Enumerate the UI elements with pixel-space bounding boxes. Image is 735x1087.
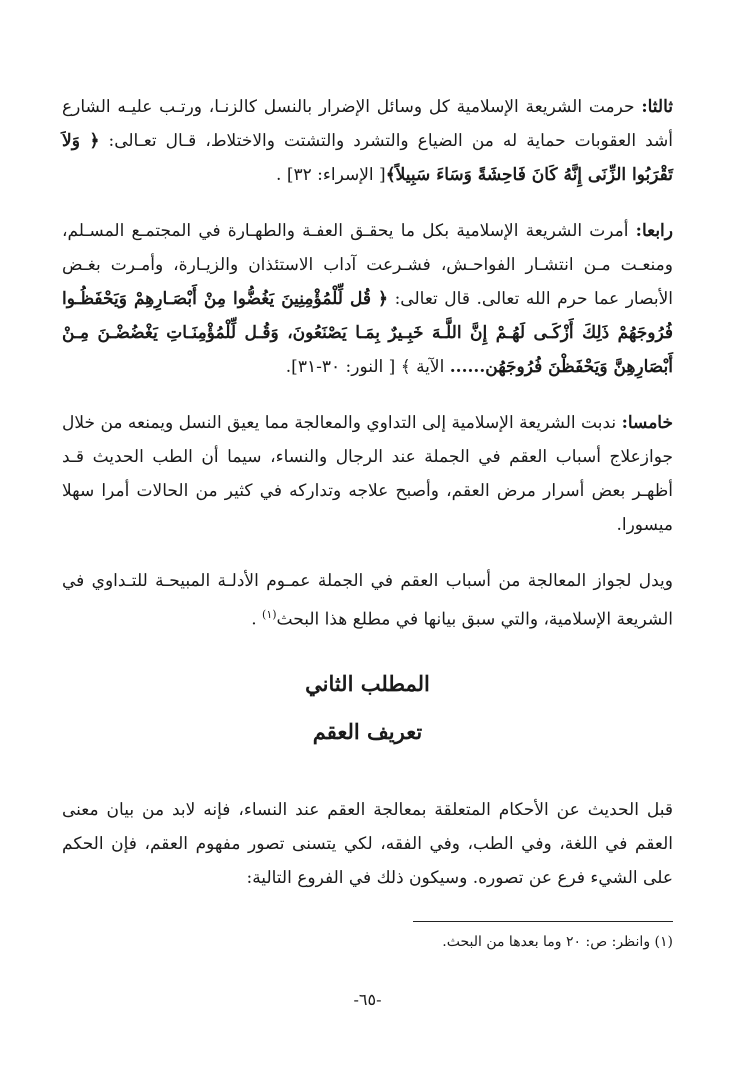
section-title: المطلب الثاني [305,670,430,696]
paragraph-intro: قبل الحديث عن الأحكام المتعلقة بمعالجة العقم عند النساء، فإنه لابد من بيان معنى العقم في اللغة، وفي الطب، وفي الفقه، لكي يتسنى تصور مفهوم العقم، فإن الحكم على الشيء فرع عن تصوره. وسيكون ذلك في الفروع التالية: [62,799,673,888]
paragraph-fourth [62,214,673,384]
paragraph-text: ندبت الشريعة الإسلامية إلى التداوي والمعالجة مما يعيق النسل ويمنعه من خلال جوازعلاج أسباب العقم في الجملة عند الرجال والنساء، سيما أن الطب الحديث قـد أظهـر بعض أسرار مرض العقم، وأصبح علاجه وتداركه في كثير من الحالات أمرا سهلا ميسورا. [62,413,673,535]
footnote-divider [413,921,673,922]
verse-reference: [ الإسراء: ٣٢] . [276,165,386,185]
paragraph-lead: رابعا: [635,221,673,241]
paragraph-lead: ثالثا: [641,97,673,117]
paragraph-text: حرمت الشريعة الإسلامية كل وسائل الإضرار بالنسل كالزنـا، ورتـب عليـه الشارع أشد العقوبات حماية له من الضياع والتشرد والتشتت والاختلاط، قـال تعـالى: [62,97,673,151]
paragraph-evidence [62,564,673,637]
section-subtitle: تعريف العقم [312,718,423,744]
paragraph-text: ويدل لجواز المعالجة من أسباب العقم في الجملة عمـوم الأدلـة المبيحـة للتـداوي في الشريعة الإسلامية، والتي سبق بيانها في مطلع هذا البحث [62,571,673,630]
verse-reference: الآية ﴾ [ النور: ٣٠-٣١]. [285,357,450,377]
paragraph-text: أمرت الشريعة الإسلامية بكل ما يحقـق العفـة والطهـارة في المجتمـع المسـلم، ومنعـت مـن انتشـار الفواحـش، فشـرعت آداب الاستئذان والزيـارة، وأمـرت بغـض الأبصار عما حرم الله تعالى. قال تعالى: [62,221,674,309]
quran-verse: ﴿ قُل لِّلْمُؤْمِنِينَ يَغُضُّوا مِنْ أَبْصَـارِهِمْ وَيَحْفَظُـوا فُرُوجَهُمْ ذَلِكَ أَزْكَـى لَهُـمْ إِنَّ اللَّـهَ خَبِـيرٌ بِمَـا يَصْنَعُونَ، وَقُـل لِّلْمُؤْمِنَـاتِ يَغْضُضْـنَ مِـنْ أَبْصَارِهِنَّ وَيَحْفَظْنَ فُرُوجَهُن...... [62,289,673,377]
paragraph-third [62,90,673,192]
footnote: (١) وانظر: ص: ٢٠ وما بعدها من البحث. [442,934,673,950]
quran-verse: ﴿ وَلاَ تَقْرَبُوا الزِّنَى إِنَّهُ كَانَ فَاحِشَةً وَسَاءَ سَبِيلاً﴾ [62,131,673,185]
paragraph-lead: خامسا: [621,413,673,433]
page-number: -٦٥- [353,990,382,1009]
paragraph-fifth [62,406,673,542]
section-heading [62,663,673,753]
footnote-reference: (١) [262,608,277,621]
paragraph-end: . [251,609,263,630]
